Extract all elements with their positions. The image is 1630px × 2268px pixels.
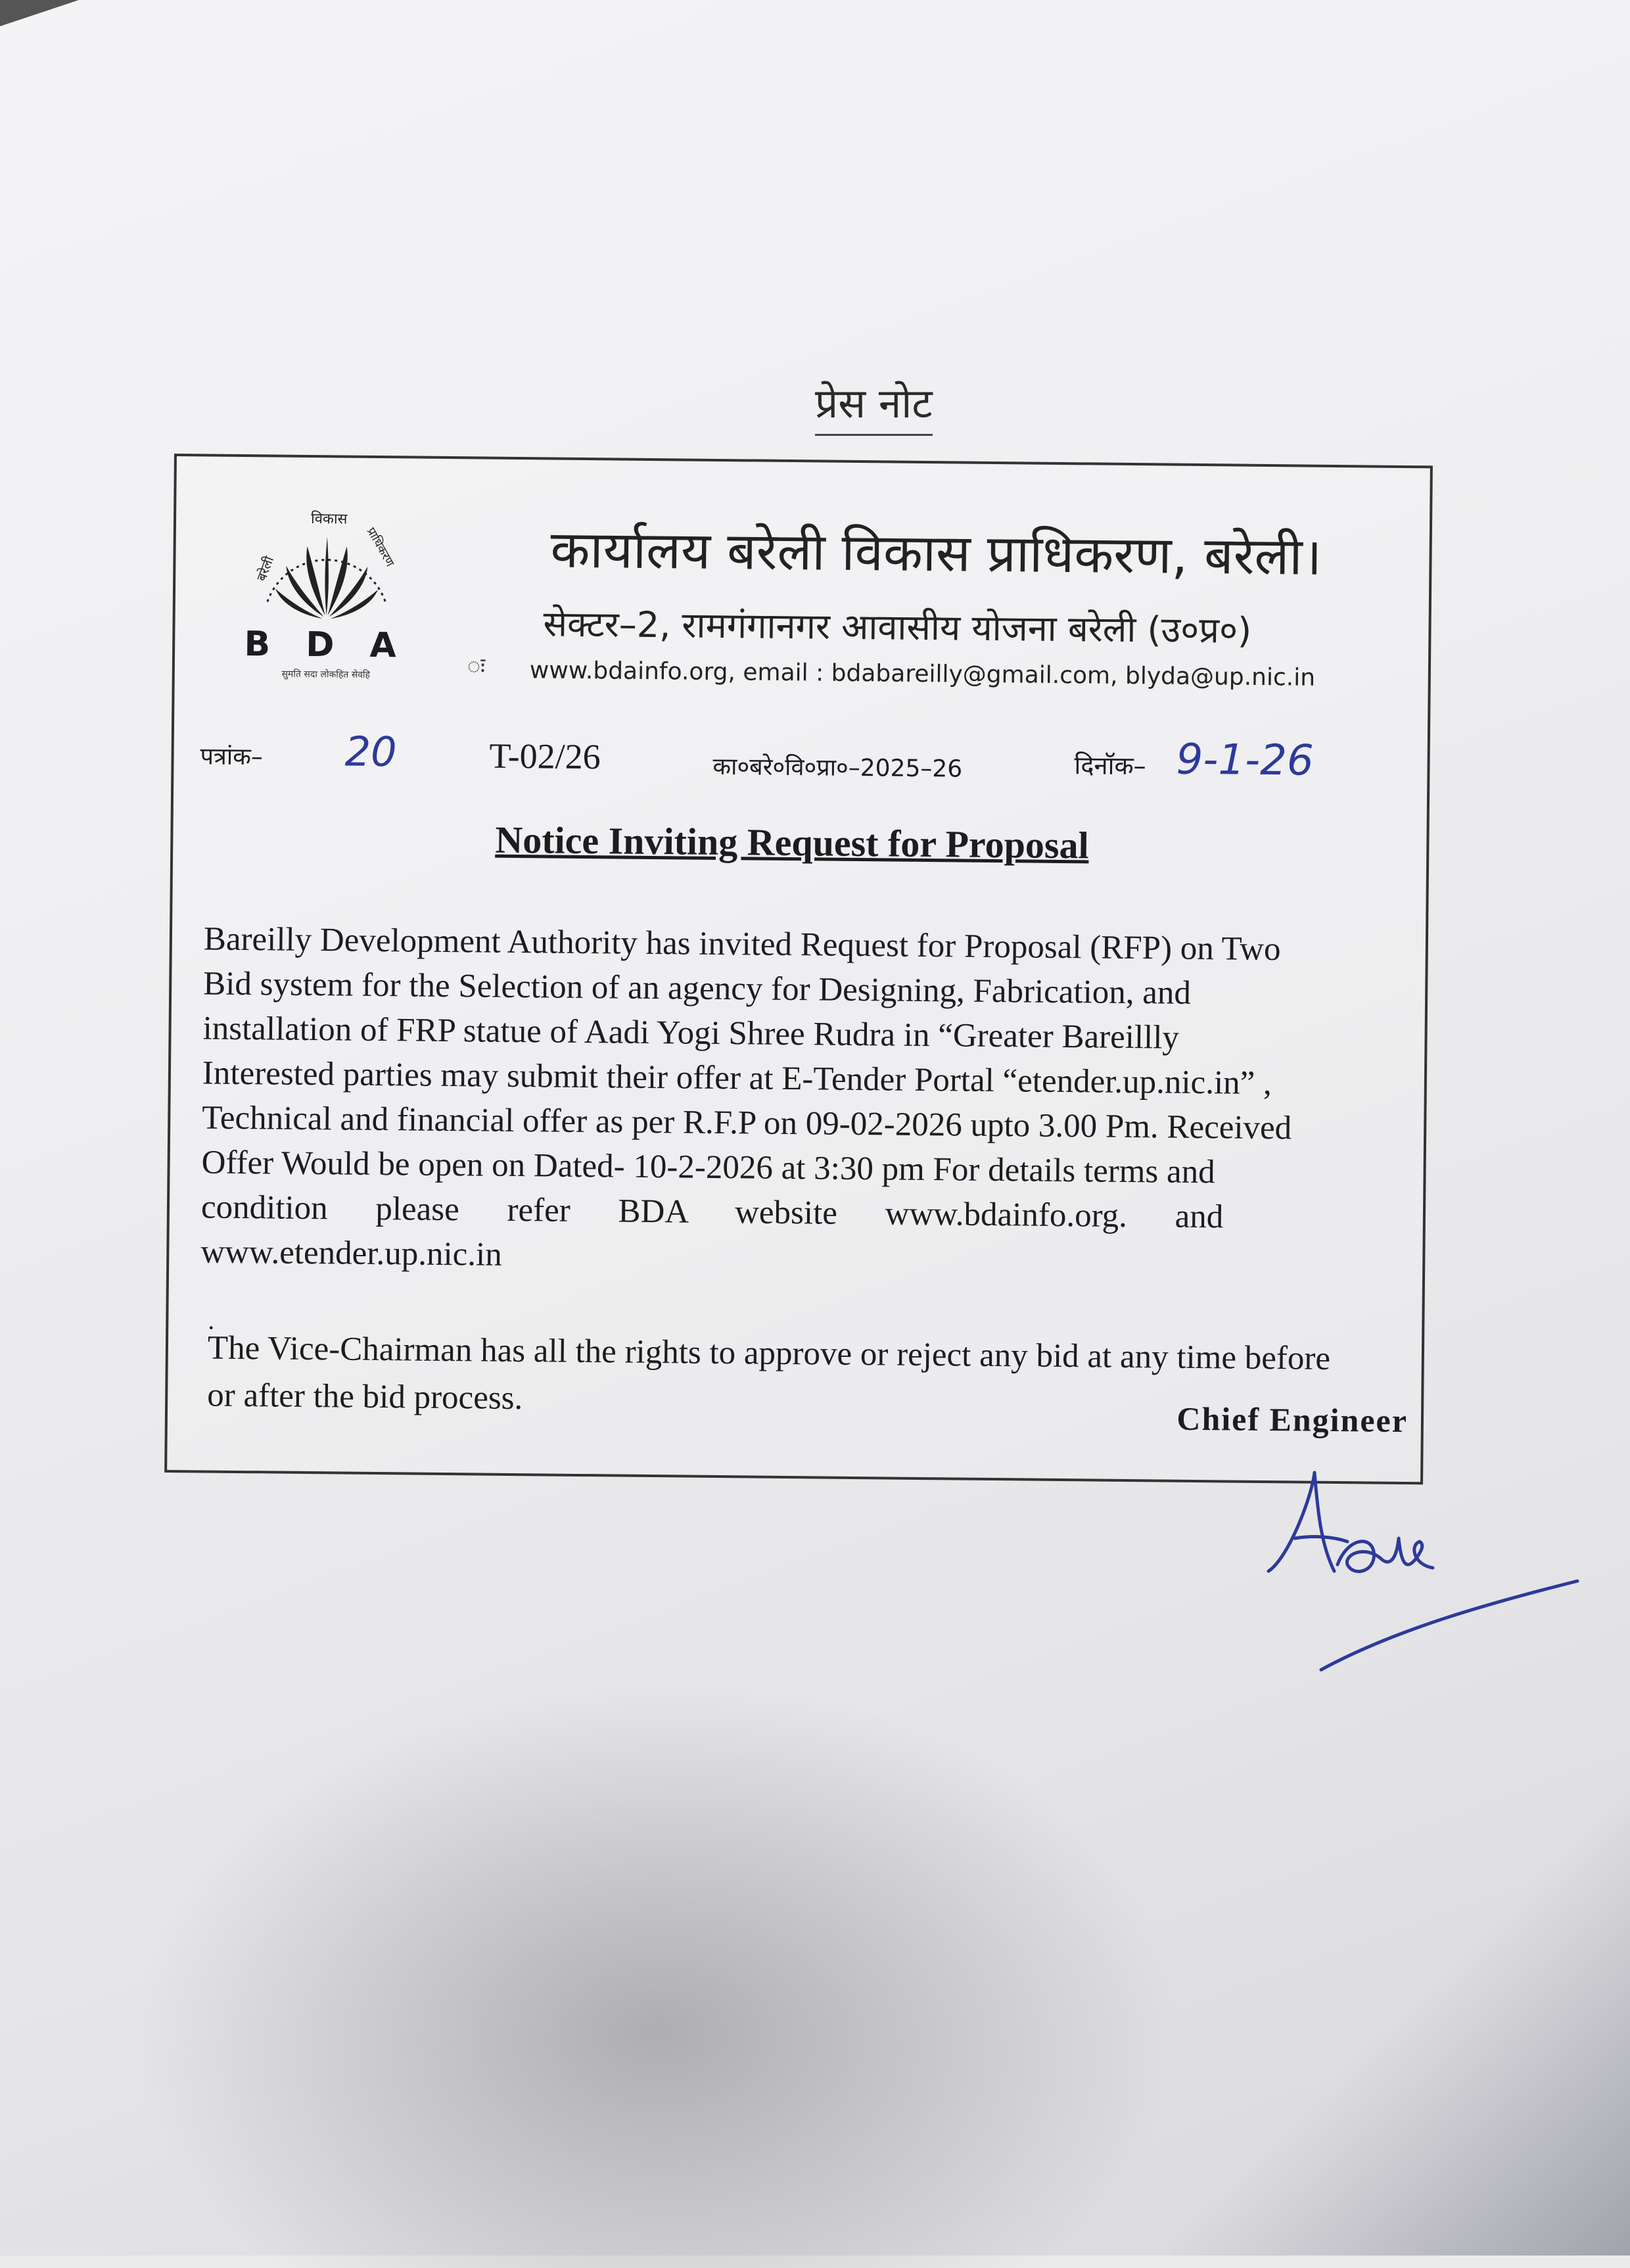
ref-label: पत्रांक– bbox=[200, 743, 264, 771]
reference-row bbox=[174, 726, 1428, 797]
colon-mark: ः bbox=[467, 653, 486, 680]
body-line: Bareilly Development Authority has invited Request for Proposal (RFP) on Two bbox=[203, 920, 1281, 968]
office-web-email: www.bdainfo.org, email : bdabareilly@gmail.com, blyda@up.nic.in bbox=[529, 657, 1316, 692]
bda-emblem-icon bbox=[241, 503, 413, 688]
logo-arc-left: बरेली bbox=[253, 554, 277, 584]
body-line: Bid system for the Selection of an agency for Designing, Fabrication, and bbox=[202, 965, 1192, 1012]
shadow bbox=[131, 1676, 1183, 2268]
body-line: installation of FRP statue of Aadi Yogi Shree Rudra in “Greater Bareillly bbox=[202, 1010, 1180, 1056]
logo-initials: B D A bbox=[244, 625, 409, 666]
office-address: सेक्टर–2, रामगंगानगर आवासीय योजना बरेली (उ०प्र०) bbox=[543, 603, 1252, 651]
handwritten-signature bbox=[1249, 1459, 1591, 1696]
notice-body bbox=[200, 916, 1400, 1285]
body-line: Technical and financial offer as per R.F.P on 09-02-2026 upto 3.00 Pm. Received bbox=[202, 1099, 1292, 1147]
corner-shade bbox=[1170, 1664, 1630, 2256]
date-value-handwritten: 9-1-26 bbox=[1176, 735, 1315, 786]
notice-title: Notice Inviting Request for Proposal bbox=[495, 818, 1089, 867]
ref-code: T-02/26 bbox=[489, 736, 601, 777]
date-label: दिनॉक– bbox=[1074, 751, 1146, 781]
ref-department: का०बरे०वि०प्रा०–2025–26 bbox=[712, 753, 963, 783]
body-line: condition please refer BDA website www.bdainfo.org. and bbox=[200, 1189, 1224, 1236]
rights-line: The Vice-Chairman has all the rights to approve or reject any bid at any time before bbox=[207, 1329, 1331, 1377]
body-line: www.etender.up.nic.in bbox=[200, 1233, 502, 1273]
body-line: Offer Would be open on Dated- 10-2-2026 at 3:30 pm For details terms and bbox=[201, 1144, 1215, 1191]
page-corner bbox=[0, 0, 79, 26]
body-line: Interested parties may submit their offer at E-Tender Portal “etender.up.nic.in” , bbox=[202, 1054, 1272, 1102]
logo-motto: सुमति सदा लोकहित सेवहि bbox=[281, 669, 371, 680]
office-title: कार्यालय बरेली विकास प्राधिकरण, बरेली। bbox=[550, 520, 1322, 587]
notice-box bbox=[164, 454, 1433, 1484]
press-note-heading: प्रेस नोट bbox=[815, 375, 933, 436]
logo-arc-right: प्राधिकरण bbox=[363, 525, 397, 569]
stray-dot: . bbox=[208, 1305, 215, 1335]
rights-line: or after the bid process. bbox=[206, 1377, 523, 1417]
ref-number-handwritten: 20 bbox=[344, 727, 397, 776]
signoff-chief-engineer: Chief Engineer bbox=[1176, 1400, 1409, 1440]
logo-arc-top: विकास bbox=[310, 511, 348, 528]
